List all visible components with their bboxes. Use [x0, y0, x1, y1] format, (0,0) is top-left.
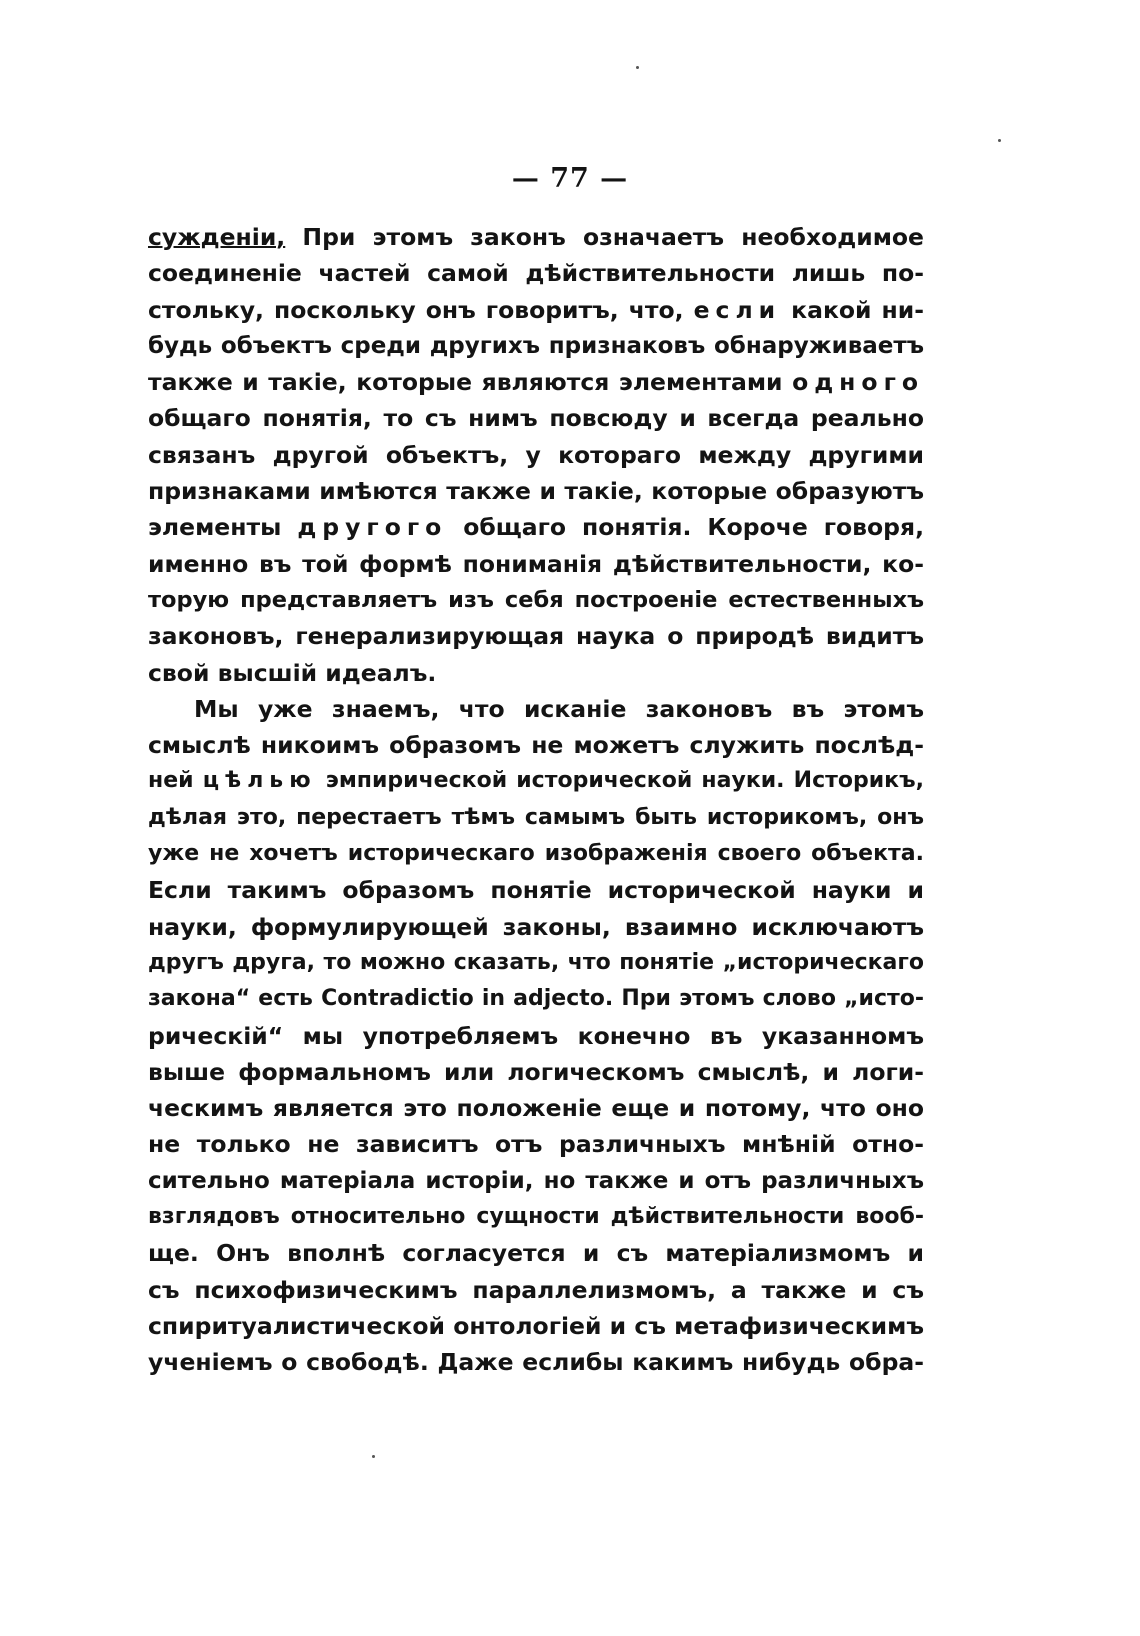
scan-speck: [636, 66, 639, 69]
paragraph-1: [148, 219, 924, 691]
text-line: [148, 292, 924, 328]
text-line: смыслѣ никоимъ образомъ не можетъ служить послѣд-: [148, 731, 924, 760]
text-line: [148, 509, 924, 545]
page-number: — 77 —: [511, 163, 629, 194]
text-span: стольку, поскольку онъ говоритъ, что,: [148, 295, 684, 324]
text-line: [148, 219, 924, 255]
text-line: ческимъ является это положеніе еще и потому, что оно: [148, 1094, 924, 1123]
scan-speck: [372, 1455, 375, 1458]
text-line: другъ друга, то можно сказать, что понятіе „историческаго: [148, 949, 924, 975]
spaced-word: другого: [297, 513, 448, 542]
text-span: эмпирической исторической науки. Историкъ,: [325, 768, 924, 794]
underlined-word: сужденіи,: [148, 223, 286, 251]
text-span: При этомъ законъ означаетъ необходимое: [285, 223, 924, 251]
text-span: элементы: [148, 513, 282, 542]
text-line: дѣлая это, перестаетъ тѣмъ самымъ быть историкомъ, онъ: [148, 804, 924, 830]
text-line: науки, формулирующей законы, взаимно исключаютъ: [148, 912, 924, 941]
text-span: ней: [148, 768, 194, 794]
text-span: также и такіе, которые являются элементами: [148, 368, 783, 397]
text-line: ученіемъ о свободѣ. Даже еслибы какимъ нибудь обра-: [148, 1348, 924, 1377]
spaced-word: цѣлью: [202, 768, 317, 794]
text-line: признаками имѣются также и такіе, которые образуютъ: [148, 477, 924, 506]
text-line: свой высшій идеалъ.: [148, 658, 437, 687]
text-line: будь объектъ среди другихъ признаковъ обнаруживаетъ: [148, 332, 924, 359]
text-line: не только не зависитъ отъ различныхъ мнѣній отно-: [148, 1130, 924, 1159]
text-span: общаго понятія. Короче говоря,: [463, 513, 924, 542]
text-line: законовъ, генерализирующая наука о природѣ видитъ: [148, 622, 924, 651]
text-line: закона“ есть Contradictio in adjecto. При этомъ слово „исто-: [148, 986, 924, 1012]
scan-speck: [998, 139, 1001, 142]
text-line: связанъ другой объектъ, у котораго между другими: [148, 440, 924, 469]
text-line: выше формальномъ или логическомъ смыслѣ, и логи-: [148, 1057, 924, 1086]
text-line: Если такимъ образомъ понятіе исторической науки и: [148, 876, 924, 905]
text-line: ще. Онъ вполнѣ согласуется и съ матеріализмомъ и: [148, 1239, 924, 1268]
text-line: уже не хочетъ историческаго изображенія своего объекта.: [148, 841, 924, 867]
text-line: [148, 364, 924, 400]
paragraph-2: [148, 691, 924, 1381]
spaced-word: одного: [792, 368, 924, 397]
text-span: какой ни-: [791, 295, 924, 324]
text-line: общаго понятія, то съ нимъ повсюду и всегда реально: [148, 404, 924, 433]
text-line: спиритуалистической онтологіей и съ метафизическимъ: [148, 1311, 924, 1340]
spaced-word: если: [693, 295, 782, 324]
page-body: [148, 219, 924, 1381]
text-line: именно въ той формѣ пониманія дѣйствительности, ко-: [148, 549, 924, 578]
text-line: рическій“ мы употребляемъ конечно въ указанномъ: [148, 1021, 924, 1050]
text-line: взглядовъ относительно сущности дѣйствительности вооб-: [148, 1204, 924, 1230]
text-line: торую представляетъ изъ себя построеніе естественныхъ: [148, 586, 924, 613]
text-line: [148, 763, 924, 799]
text-line: Мы уже знаемъ, что исканіе законовъ въ этомъ: [194, 694, 924, 723]
text-line: съ психофизическимъ параллелизмомъ, а также и съ: [148, 1275, 924, 1304]
text-line: сительно матеріала исторіи, но также и отъ различныхъ: [148, 1167, 924, 1194]
text-line: соединеніе частей самой дѣйствительности лишь по-: [148, 259, 924, 288]
